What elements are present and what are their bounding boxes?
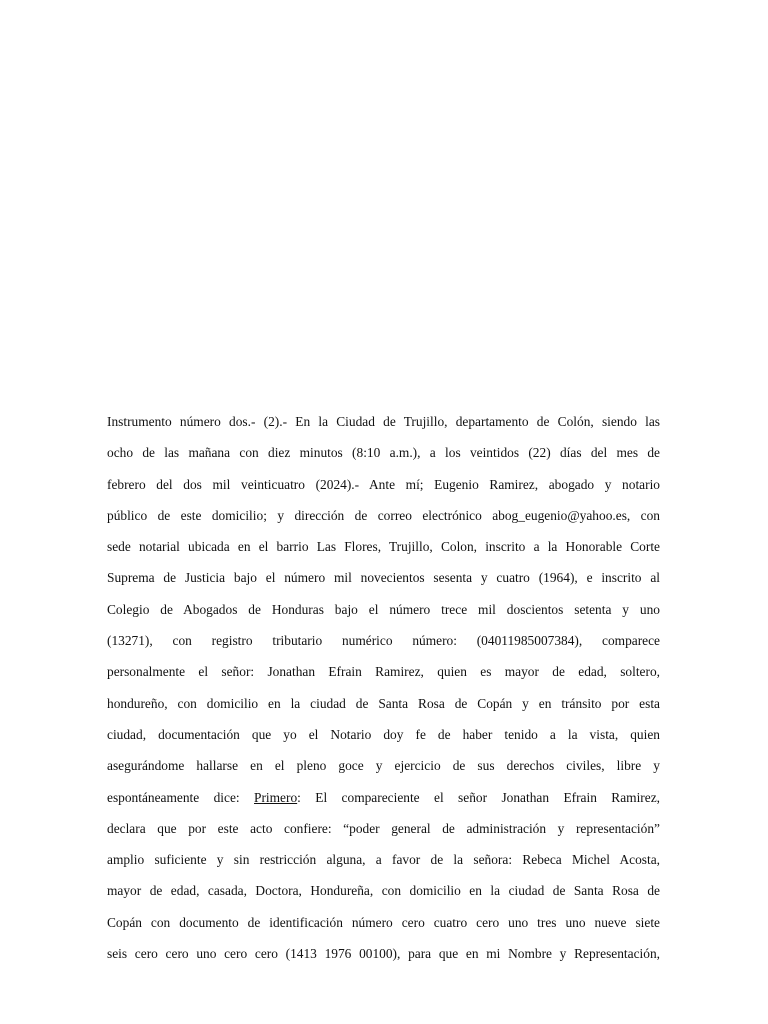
- line-text-after: : El compareciente el señor Jonathan Efrain Ramirez,: [297, 789, 660, 805]
- text-line: público de este domicilio; y dirección de correo electrónico abog_eugenio@yahoo.es, con: [107, 507, 660, 523]
- text-line: hondureño, con domicilio en la ciudad de Santa Rosa de Copán y en tránsito por esta: [107, 695, 660, 711]
- text-line: febrero del dos mil veinticuatro (2024).- Ante mí; Eugenio Ramirez, abogado y notario: [107, 476, 660, 492]
- text-line: personalmente el señor: Jonathan Efrain Ramirez, quien es mayor de edad, soltero,: [107, 664, 660, 680]
- line-text-before: espontáneamente dice:: [107, 789, 255, 805]
- text-line-primero: [107, 784, 660, 815]
- text-line: (13271), con registro tributario numérico número: (04011985007384), comparece: [107, 633, 660, 649]
- text-line: Copán con documento de identificación número cero cuatro cero uno tres uno nueve siete: [107, 914, 660, 930]
- text-line: ciudad, documentación que yo el Notario doy fe de haber tenido a la vista, quien: [107, 726, 660, 742]
- text-line: Colegio de Abogados de Honduras bajo el número trece mil doscientos setenta y uno: [107, 601, 660, 617]
- text-line: declara que por este acto confiere: “poder general de administración y representación”: [107, 820, 660, 836]
- text-line: seis cero cero uno cero cero (1413 1976 00100), para que en mi Nombre y Representación,: [107, 946, 660, 962]
- text-line: mayor de edad, casada, Doctora, Hondureña, con domicilio en la ciudad de Santa Rosa de: [107, 883, 660, 899]
- notarial-instrument-text: [107, 408, 660, 971]
- text-line: sede notarial ubicada en el barrio Las Flores, Trujillo, Colon, inscrito a la Honorable Corte: [107, 539, 660, 555]
- primero-underlined-heading: Primero: [254, 789, 298, 805]
- text-line: asegurándome hallarse en el pleno goce y ejercicio de sus derechos civiles, libre y: [107, 758, 660, 774]
- text-line: Instrumento número dos.- (2).- En la Ciudad de Trujillo, departamento de Colón, siendo las: [107, 414, 660, 429]
- text-line: amplio suficiente y sin restricción alguna, a favor de la señora: Rebeca Michel Acosta,: [107, 852, 660, 868]
- text-line: ocho de las mañana con diez minutos (8:10 a.m.), a los veintidos (22) días del mes de: [107, 445, 660, 461]
- text-line: Suprema de Justicia bajo el número mil novecientos sesenta y cuatro (1964), e inscrito al: [107, 570, 660, 586]
